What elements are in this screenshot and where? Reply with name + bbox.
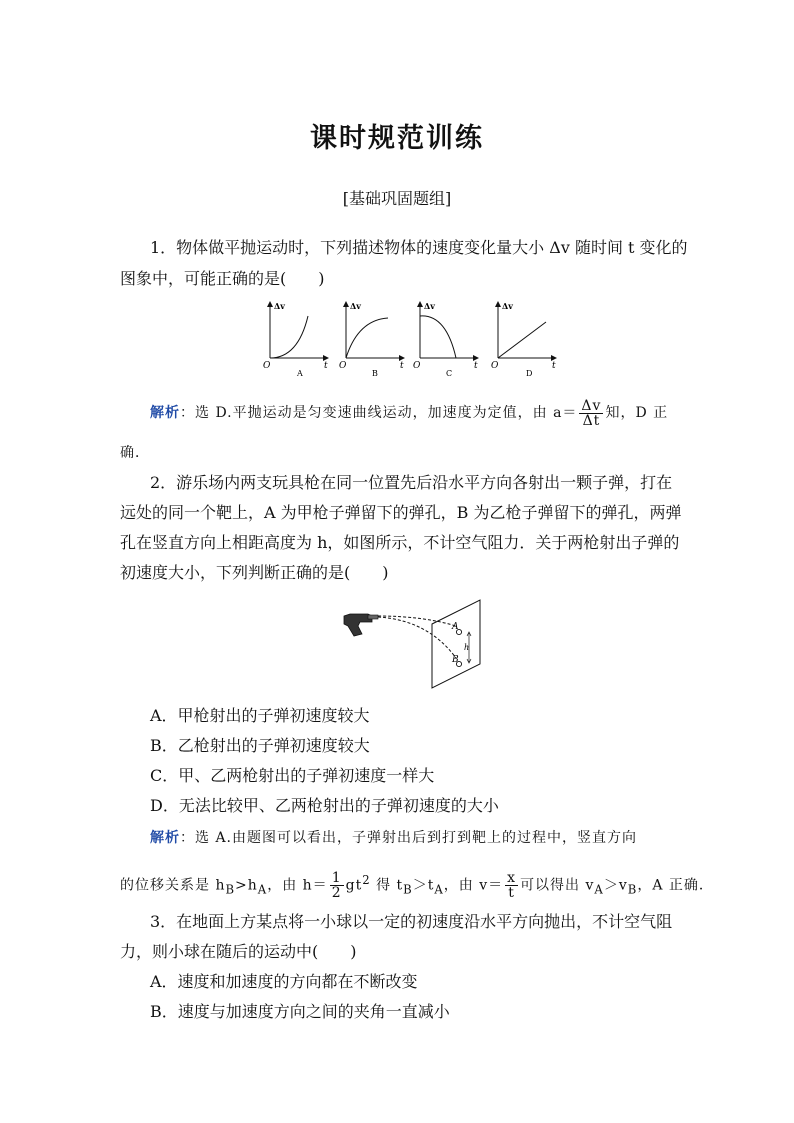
graph-a-caption: A: [297, 369, 303, 378]
q1-graphs-figure: [258, 296, 568, 381]
q1-solution-line1: [150, 395, 668, 431]
q1-solution-text2: 知，D 正: [605, 405, 669, 421]
q2-solution-text: ：选 A.由题图可以看出，子弹射出后到打到靶上的过程中，竖直方向: [180, 830, 638, 846]
graph-b: [339, 301, 404, 378]
q1-stem-line1: 1．物体做平抛运动时，下列描述物体的速度变化量大小 Δv 随时间 t 变化的: [150, 238, 688, 257]
q1-solution-fraction: $\frac{\Delta v}{\Delta t}$: [581, 397, 602, 429]
toy-gun-icon: [344, 614, 378, 636]
q2-solution-line2: 的位移关系是 $h_B>h_A$，由 h＝ $\frac{1}{2}$ $gt^2$ 得 $t_B>t_A$，由 v＝ $\frac{x}{t}$ 可以得出 $v_A>v_B$，A 正确．: [120, 870, 714, 902]
graph-c-caption: C: [446, 369, 453, 378]
q2-stem-line1: 2．游乐场内两支玩具枪在同一位置先后沿水平方向各射出一颗子弹，打在: [150, 473, 673, 492]
graph-d-origin: O: [491, 361, 499, 371]
point-a-label: A: [452, 622, 459, 632]
q3-stem-line2: 力，则小球在随后的运动中( ): [120, 942, 357, 961]
graph-d-ylabel: Δv: [502, 301, 513, 311]
graph-b-origin: O: [339, 361, 347, 371]
q2-stem-line4: 初速度大小，下列判断正确的是( ): [120, 563, 389, 582]
q3-option-b: B．速度与加速度方向之间的夹角一直减小: [150, 1002, 450, 1021]
q1-solution-label: 解析: [150, 405, 180, 421]
q2-option-a: A．甲枪射出的子弹初速度较大: [150, 706, 370, 725]
q2-target-figure: [338, 596, 498, 692]
graph-b-xlabel: t: [400, 361, 404, 371]
graph-a-ylabel: Δv: [274, 301, 285, 311]
velocity-fraction: $\frac{x}{t}$: [507, 870, 517, 902]
graph-b-caption: B: [372, 369, 378, 378]
graph-d: [491, 301, 556, 378]
q2-solution-label: 解析: [150, 830, 180, 846]
target-board: [432, 600, 480, 688]
graph-a-origin: O: [263, 361, 271, 371]
point-b-label: B: [452, 655, 459, 665]
half-fraction: $\frac{1}{2}$: [331, 870, 342, 902]
graph-c-ylabel: Δv: [424, 301, 435, 311]
graph-c: [413, 301, 478, 378]
q2-option-d: D．无法比较甲、乙两枪射出的子弹初速度的大小: [150, 796, 499, 815]
graph-d-caption: D: [526, 369, 533, 378]
height-label: h: [464, 643, 470, 652]
q3-stem-line1: 3．在地面上方某点将一小球以一定的初速度沿水平方向抛出，不计空气阻: [150, 912, 673, 931]
section-heading: [基础巩固题组]: [342, 189, 452, 208]
graph-d-xlabel: t: [552, 361, 556, 371]
graph-a: [263, 301, 328, 378]
q1-solution-text: ：选 D.平抛运动是匀变速曲线运动，加速度为定值，由 a＝: [180, 405, 578, 421]
graph-c-origin: O: [413, 361, 421, 371]
q2-solution-line1: [150, 823, 637, 853]
q3-option-a: A．速度和加速度的方向都在不断改变: [150, 972, 418, 991]
graph-b-ylabel: Δv: [350, 301, 361, 311]
q2-stem-line3: 孔在竖直方向上相距高度为 h，如图所示，不计空气阻力．关于两枪射出子弹的: [120, 533, 680, 552]
q2-option-b: B．乙枪射出的子弹初速度较大: [150, 736, 370, 755]
q1-stem-line2: 图象中，可能正确的是( ): [120, 269, 325, 288]
q2-option-c: C．甲、乙两枪射出的子弹初速度一样大: [150, 766, 435, 785]
q1-solution-line2: 确．: [120, 445, 150, 461]
q2-stem-line2: 远处的同一个靶上，A 为甲枪子弹留下的弹孔，B 为乙枪子弹留下的弹孔，两弹: [120, 503, 682, 522]
graph-c-xlabel: t: [474, 361, 478, 371]
page-title: 课时规范训练: [310, 123, 484, 154]
graph-a-xlabel: t: [324, 361, 328, 371]
